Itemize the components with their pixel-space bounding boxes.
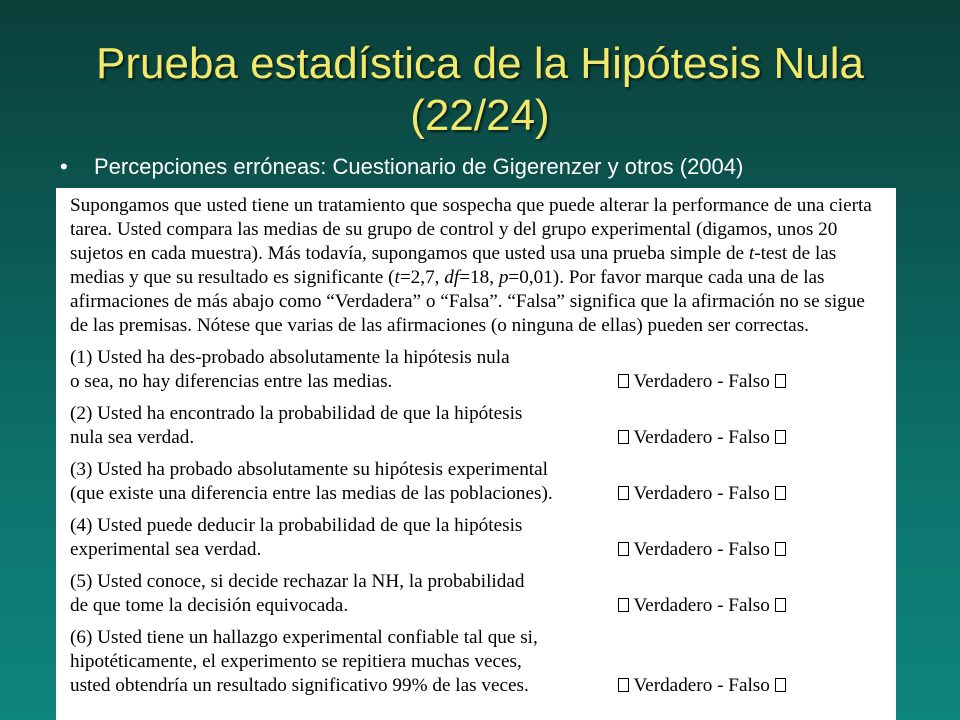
statement-line: hipotéticamente, el experimento se repitiera muchas veces, xyxy=(70,651,522,672)
statement-text xyxy=(70,514,610,562)
false-checkbox[interactable] xyxy=(775,598,786,612)
statement-text xyxy=(70,346,610,394)
statement-line: o sea, no hay diferencias entre las medias. xyxy=(70,371,393,392)
false-checkbox[interactable] xyxy=(775,430,786,444)
intro-t-symbol: t xyxy=(748,243,755,264)
statement-line: de que tome la decisión equivocada. xyxy=(70,595,349,616)
statement-line: (1) Usted ha des-probado absolutamente la hipótesis nula xyxy=(70,347,510,368)
statement-line: experimental sea verdad. xyxy=(70,539,262,560)
intro-t-value-symbol: t xyxy=(394,267,400,288)
questionnaire-panel xyxy=(56,188,896,720)
statement-item-6 xyxy=(70,626,886,698)
bullet-point xyxy=(60,152,743,182)
statement-text xyxy=(70,570,610,618)
slide-title-line-1: Prueba estadística de la Hipótesis Nula xyxy=(96,39,864,88)
bullet-text: Percepciones erróneas: Cuestionario de Gigerenzer y otros (2004) xyxy=(94,154,744,179)
true-false-choice xyxy=(618,538,786,562)
statement-line: (6) Usted tiene un hallazgo experimental confiable tal que si, xyxy=(70,627,538,648)
true-false-choice xyxy=(618,426,786,450)
statement-line: (5) Usted conoce, si decide rechazar la NH, la probabilidad xyxy=(70,571,525,592)
true-checkbox[interactable] xyxy=(618,678,629,692)
false-checkbox[interactable] xyxy=(775,678,786,692)
choice-label: Verdadero - Falso xyxy=(633,427,770,448)
false-checkbox[interactable] xyxy=(775,542,786,556)
choice-label: Verdadero - Falso xyxy=(633,371,770,392)
slide-title xyxy=(0,38,960,142)
choice-label: Verdadero - Falso xyxy=(633,595,770,616)
statement-item-2 xyxy=(70,402,886,450)
intro-text-2: -test de las medias y que su resultado es significante ( xyxy=(70,243,837,288)
statement-item-5 xyxy=(70,570,886,618)
statement-item-1 xyxy=(70,346,886,394)
statement-item-4 xyxy=(70,514,886,562)
statement-text xyxy=(70,458,610,506)
intro-text-5: =0,01). Por favor marque cada una de las afirmaciones de más abajo como “Verdadera” o “Falsa”. “Falsa” significa que la afirmación no se sigue de las premisas. Nótese que varias de las afirmaciones (o ninguna de ellas) pueden ser correctas. xyxy=(70,267,865,336)
slide-title-line-2: (22/24) xyxy=(410,91,550,140)
statement-line: (4) Usted puede deducir la probabilidad de que la hipótesis xyxy=(70,515,523,536)
statement-item-3 xyxy=(70,458,886,506)
intro-p-symbol: p xyxy=(498,267,509,288)
statement-text xyxy=(70,626,610,698)
statement-line: usted obtendría un resultado significativo 99% de las veces. xyxy=(70,675,529,696)
intro-text-4: =18, xyxy=(459,267,499,288)
true-false-choice xyxy=(618,674,786,698)
bullet-icon: • xyxy=(60,154,68,179)
statement-line: (que existe una diferencia entre las medias de las poblaciones). xyxy=(70,483,553,504)
intro-text-1: Supongamos que usted tiene un tratamiento que sospecha que puede alterar la performance de una cierta tarea. Usted compara las medias de su grupo de control y del grupo experimental (digamos, unos 20 sujetos en cada muestra). Más todavía, supongamos que usted usa una prueba simple de xyxy=(70,195,872,264)
true-false-choice xyxy=(618,370,786,394)
statement-text xyxy=(70,402,610,450)
choice-label: Verdadero - Falso xyxy=(633,675,770,696)
false-checkbox[interactable] xyxy=(775,374,786,388)
statement-line: nula sea verdad. xyxy=(70,427,195,448)
intro-text-3: =2,7, xyxy=(399,267,445,288)
true-checkbox[interactable] xyxy=(618,542,629,556)
true-checkbox[interactable] xyxy=(618,598,629,612)
true-false-choice xyxy=(618,594,786,618)
statement-line: (3) Usted ha probado absolutamente su hipótesis experimental xyxy=(70,459,548,480)
statement-line: (2) Usted ha encontrado la probabilidad de que la hipótesis xyxy=(70,403,523,424)
choice-label: Verdadero - Falso xyxy=(633,483,770,504)
true-checkbox[interactable] xyxy=(618,374,629,388)
true-checkbox[interactable] xyxy=(618,430,629,444)
true-checkbox[interactable] xyxy=(618,486,629,500)
intro-df-symbol: df xyxy=(444,267,460,288)
questionnaire-intro xyxy=(70,194,886,338)
choice-label: Verdadero - Falso xyxy=(633,539,770,560)
true-false-choice xyxy=(618,482,786,506)
false-checkbox[interactable] xyxy=(775,486,786,500)
